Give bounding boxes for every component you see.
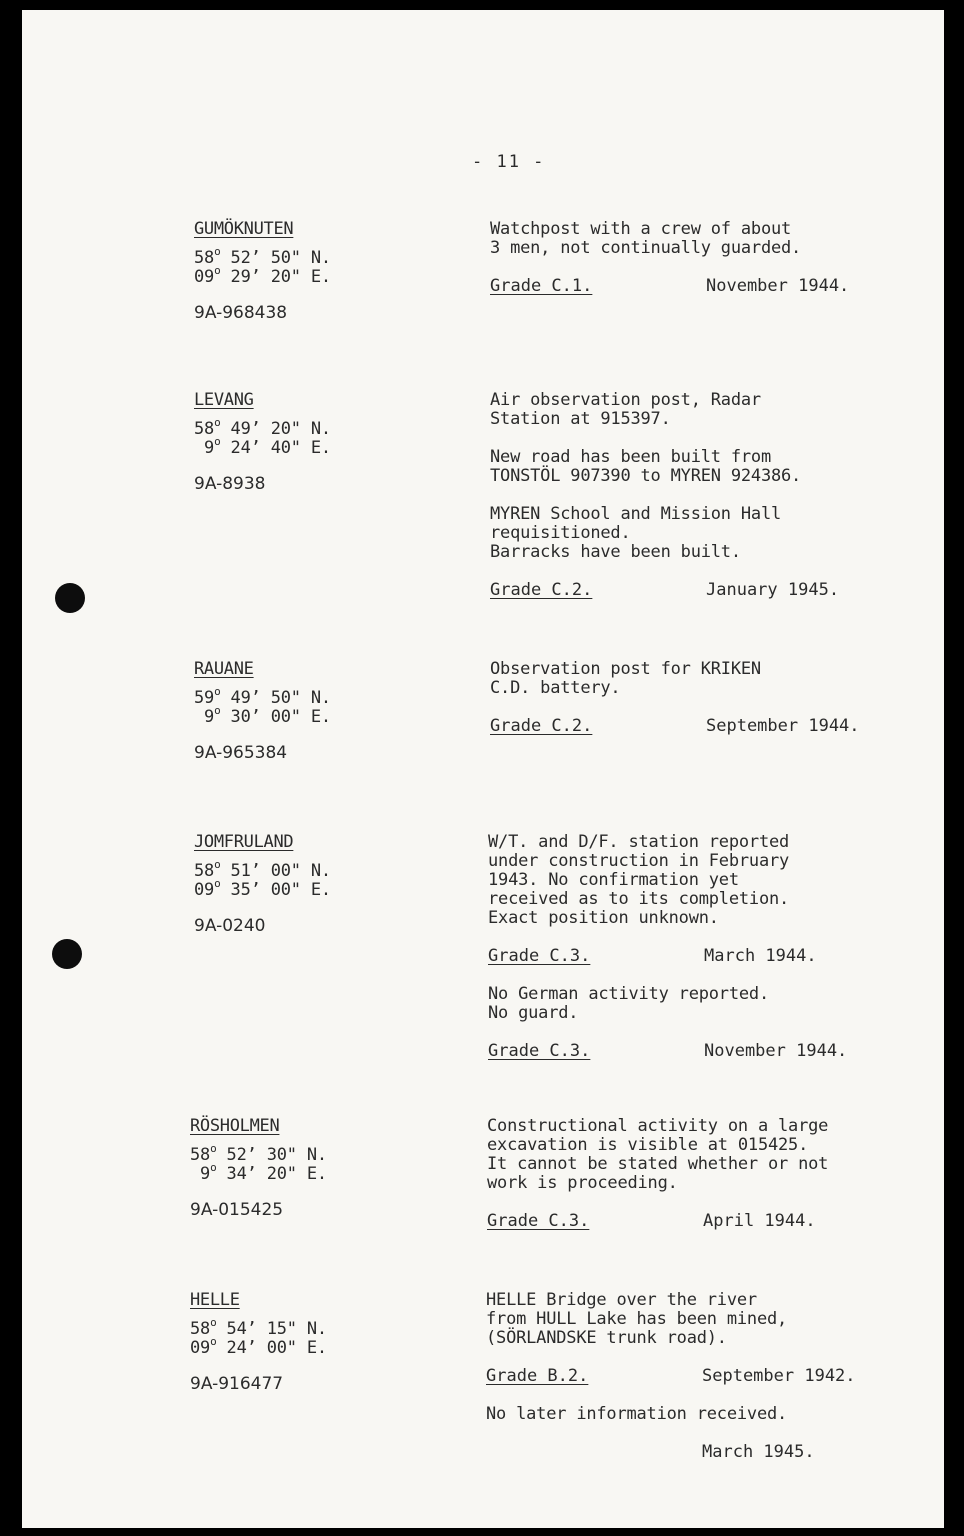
grade-line (486, 1367, 906, 1386)
report-date: September 1944. (706, 716, 860, 736)
description: Constructional activity on a large excavation is visible at 015425. It cannot be stated whether or not work is proceeding. (487, 1116, 829, 1193)
grid-reference: 9A-0240 (194, 916, 266, 936)
grade: Grade C.2. (490, 580, 593, 600)
grid-reference: 9A-8938 (194, 474, 266, 494)
description: No German activity reported. No guard. (488, 984, 769, 1023)
latitude: 58$^o$ 54’ 15" N. (190, 1316, 327, 1339)
grade: Grade C.3. (487, 1211, 590, 1231)
description: W/T. and D/F. station reported under construction in February 1943. No confirmation yet received as to its completion. Exact position unknown. (488, 832, 790, 928)
place-name: RÖSHOLMEN (190, 1116, 280, 1136)
report-date: April 1944. (703, 1211, 816, 1231)
grade-line (488, 1042, 908, 1061)
longitude: 9$^o$ 24’ 40" E. (194, 435, 331, 458)
grade-line (487, 1212, 907, 1231)
report-date: January 1945. (706, 580, 840, 600)
grade-line (490, 717, 910, 736)
description: HELLE Bridge over the river from HULL Lake has been mined, (SÖRLANDSKE trunk road). (486, 1290, 788, 1348)
latitude: 58$^o$ 49’ 20" N. (194, 416, 331, 439)
grade: Grade C.1. (490, 276, 593, 296)
report-date: September 1942. (702, 1366, 856, 1386)
longitude: 9$^o$ 34’ 20" E. (190, 1161, 327, 1184)
description: MYREN School and Mission Hall requisitioned. Barracks have been built. (490, 504, 782, 562)
grade-line (488, 947, 908, 966)
grid-reference: 9A-916477 (190, 1374, 284, 1394)
document-page (22, 10, 944, 1528)
report-date: March 1944. (704, 946, 817, 966)
latitude: 58$^o$ 52’ 50" N. (194, 245, 331, 268)
place-name: JOMFRULAND (194, 832, 294, 852)
grade-line (490, 277, 910, 296)
latitude: 59$^o$ 49’ 50" N. (194, 685, 331, 708)
place-name: LEVANG (194, 390, 254, 410)
place-name: GUMÖKNUTEN (194, 219, 294, 239)
grid-reference: 9A-968438 (194, 303, 288, 323)
longitude: 09$^o$ 35’ 00" E. (194, 877, 331, 900)
grade: Grade C.3. (488, 946, 591, 966)
report-date: March 1945. (702, 1442, 815, 1462)
report-date: November 1944. (706, 276, 850, 296)
description: Observation post for KRIKEN C.D. battery. (490, 659, 761, 698)
longitude: 9$^o$ 30’ 00" E. (194, 704, 331, 727)
description: Watchpost with a crew of about 3 men, not continually guarded. (490, 219, 802, 258)
grade: Grade C.2. (490, 716, 593, 736)
page-number: - 11 - (472, 152, 546, 172)
description: New road has been built from TONSTÖL 907390 to MYREN 924386. (490, 447, 802, 486)
description: Air observation post, Radar Station at 915397. (490, 390, 761, 429)
grid-reference: 9A-015425 (190, 1200, 284, 1220)
longitude: 09$^o$ 24’ 00" E. (190, 1335, 327, 1358)
latitude: 58$^o$ 51’ 00" N. (194, 858, 331, 881)
punch-hole-bottom (52, 939, 82, 969)
longitude: 09$^o$ 29’ 20" E. (194, 264, 331, 287)
punch-hole-top (55, 583, 85, 613)
report-date: November 1944. (704, 1041, 848, 1061)
place-name: RAUANE (194, 659, 254, 679)
grid-reference: 9A-965384 (194, 743, 288, 763)
place-name: HELLE (190, 1290, 240, 1310)
description: No later information received. (486, 1404, 788, 1424)
latitude: 58$^o$ 52’ 30" N. (190, 1142, 327, 1165)
grade: Grade B.2. (486, 1366, 589, 1386)
grade: Grade C.3. (488, 1041, 591, 1061)
grade-line (490, 581, 910, 600)
